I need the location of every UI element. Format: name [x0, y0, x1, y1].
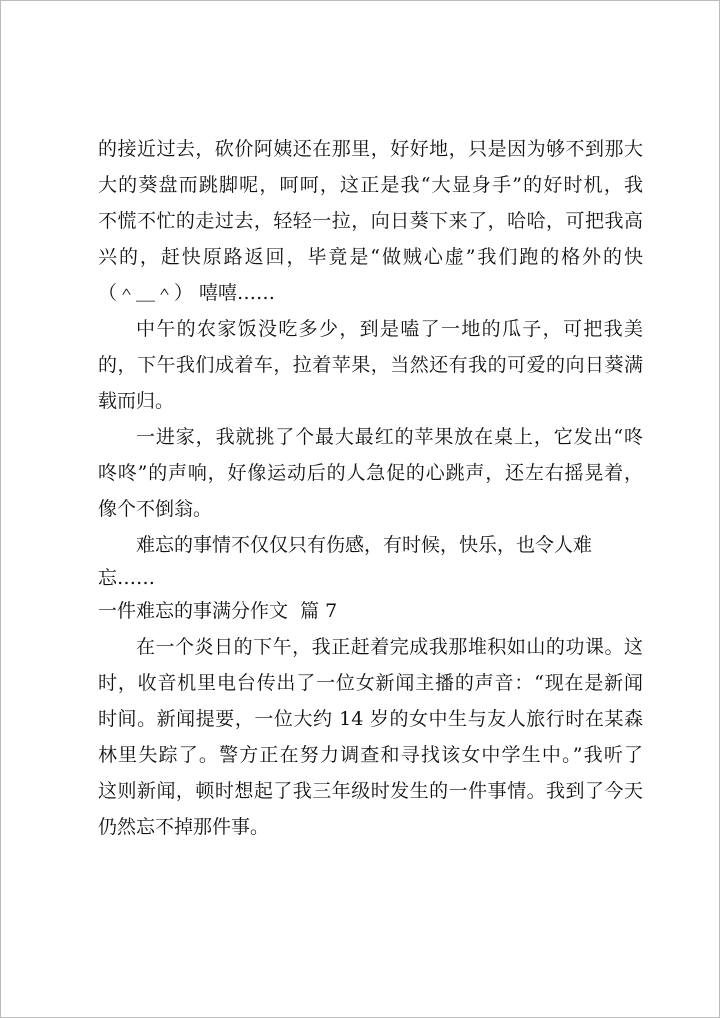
text-line: 难忘的事情不仅仅只有伤感，有时候，快乐，也令人难 — [136, 534, 593, 556]
text-line: 一进家，我就挑了个最大最红的苹果放在桌上，它发出“咚 — [136, 426, 643, 448]
text-line: 大的葵盘而跳脚呢，呵呵，这正是我“大显身手”的好时机，我 — [98, 174, 643, 196]
text-line: 时间。新闻提要，一位大约 14 岁的女中生与友人旅行时在某森 — [98, 708, 643, 730]
text-line: 仍然忘不掉那件事。 — [98, 816, 270, 838]
text-line: 时，收音机里电台传出了一位女新闻主播的声音：“现在是新闻 — [98, 672, 643, 694]
document-body — [98, 131, 643, 845]
text-line: （＾＿＾） 嘻嘻…… — [98, 282, 276, 304]
text-line: 中午的农家饭没吃多少，到是嗑了一地的瓜子，可把我美 — [136, 318, 643, 340]
text-line: 在一个炎日的下午，我正赶着完成我那堆积如山的功课。这 — [136, 636, 643, 658]
text-line: 像个不倒翁。 — [98, 498, 213, 520]
text-line: 这则新闻，顿时想起了我三年级时发生的一件事情。我到了今天 — [98, 780, 643, 802]
text-line: 忘…… — [98, 567, 156, 589]
text-line: 不慌不忙的走过去，轻轻一拉，向日葵下来了，哈哈，可把我高 — [98, 210, 643, 232]
text-line: 载而归。 — [98, 390, 175, 412]
section-heading: 一件难忘的事满分作文 篇 7 — [98, 600, 338, 622]
text-line: 咚咚”的声响，好像运动后的人急促的心跳声，还左右摇晃着， — [98, 462, 643, 484]
text-line: 林里失踪了。警方正在努力调查和寻找该女中学生中。”我听了 — [98, 744, 643, 766]
text-line: 兴的，赶快原路返回，毕竟是“做贼心虚”我们跑的格外的快 — [98, 246, 643, 268]
text-line: 的，下午我们成着车，拉着苹果，当然还有我的可爱的向日葵满 — [98, 354, 643, 376]
text-line: 的接近过去，砍价阿姨还在那里，好好地，只是因为够不到那大 — [98, 138, 643, 160]
